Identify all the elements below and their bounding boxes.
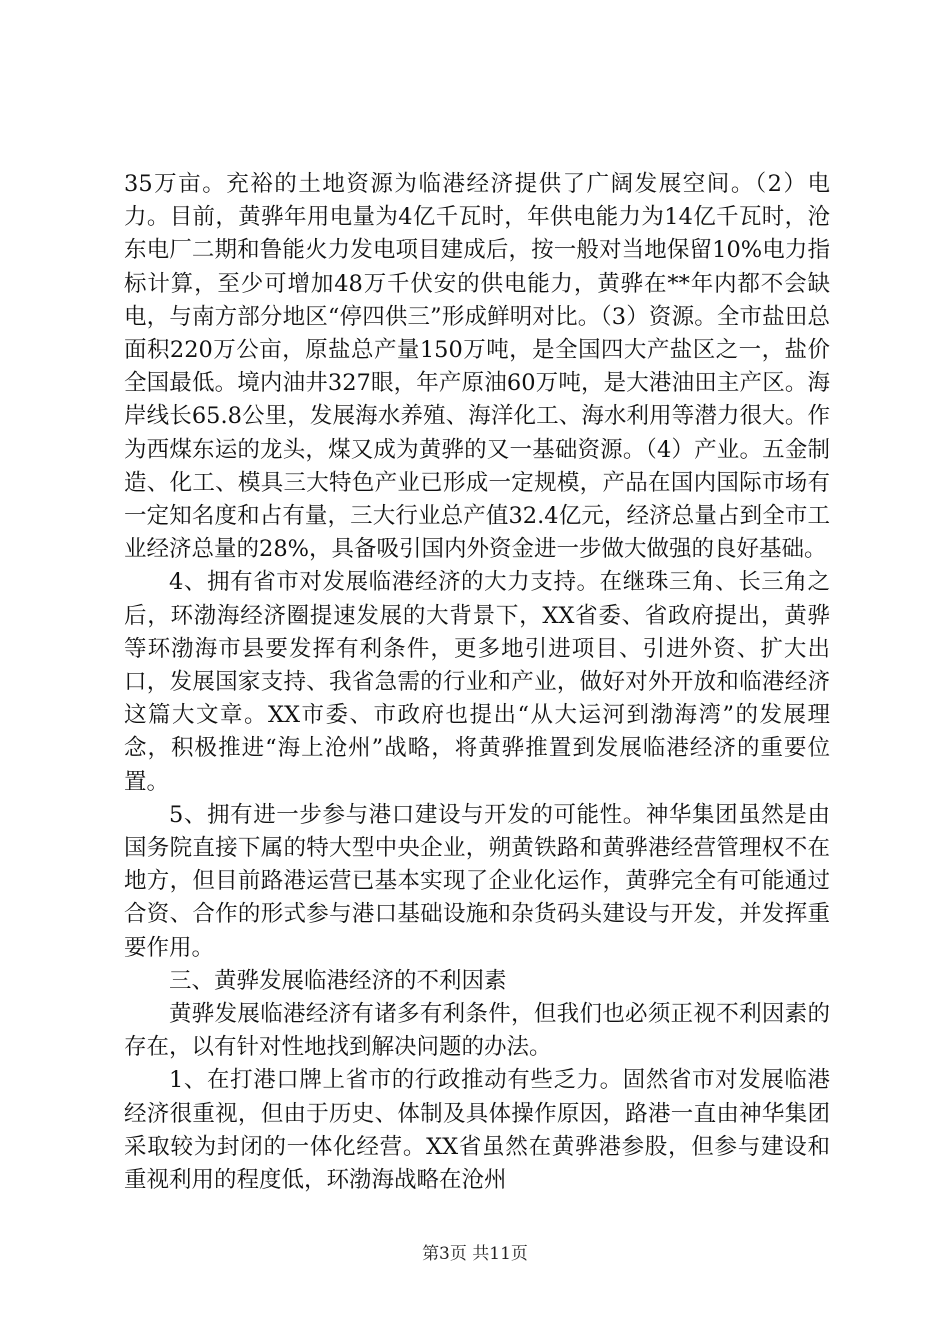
paragraph-intro-unfavorable: 黄骅发展临港经济有诸多有利条件，但我们也必须正视不利因素的存在，以有针对性地找到解决问题的办法。 [124, 1001, 830, 1061]
paragraph-administrative-push: 1、在打港口牌上省市的行政推动有些乏力。固然省市对发展临港经济很重视，但由于历史、体制及具体操作原因，路港一直由神华集团采取较为封闭的一体化经营。XX省虽然在黄骅港参股，但参与建设和重视利用的程度低，环渤海战略在沧州 [124, 1067, 830, 1194]
section-heading-unfavorable-factors: 三、黄骅发展临港经济的不利因素 [169, 967, 507, 994]
document-body [124, 168, 830, 1197]
page-number-footer: 第3页 共11页 [422, 1244, 528, 1264]
paragraph-port-participation: 5、拥有进一步参与港口建设与开发的可能性。神华集团虽然是由国务院直接下属的特大型中央企业，朔黄铁路和黄骅港经营管理权不在地方，但目前路港运营已基本实现了企业化运作，黄骅完全有可能通过合资、合作的形式参与港口基础设施和杂货码头建设与开发，并发挥重要作用。 [124, 801, 830, 961]
paragraph-resources: 35万亩。充裕的土地资源为临港经济提供了广阔发展空间。（2）电力。目前，黄骅年用电量为4亿千瓦时，年供电能力为14亿千瓦时，沧东电厂二期和鲁能火力发电项目建成后，按一般对当地保留10%电力指标计算，至少可增加48万千伏安的供电能力，黄骅在**年内都不会缺电，与南方部分地区“停四供三”形成鲜明对比。（3）资源。全市盐田总面积220万公亩，原盐总产量150万吨，是全国四大产盐区之一，盐价全国最低。境内油井327眼，年产原油60万吨，是大港油田主产区。海岸线长65.8公里，发展海水养殖、海洋化工、海水利用等潜力很大。作为西煤东运的龙头，煤又成为黄骅的又一基础资源。（4）产业。五金制造、化工、模具三大特色产业已形成一定规模，产品在国内国际市场有一定知名度和占有量，三大行业总产值32.4亿元，经济总量占到全市工业经济总量的28%，具备吸引国内外资金进一步做大做强的良好基础。 [124, 171, 830, 563]
paragraph-provincial-support: 4、拥有省市对发展临港经济的大力支持。在继珠三角、长三角之后，环渤海经济圈提速发展的大背景下，XX省委、省政府提出，黄骅等环渤海市县要发挥有利条件，更多地引进项目、引进外资、扩大出口，发展国家支持、我省急需的行业和产业，做好对外开放和临港经济这篇大文章。XX市委、市政府也提出“从大运河到渤海湾”的发展理念，积极推进“海上沧州”战略，将黄骅推置到发展临港经济的重要位置。 [124, 569, 830, 795]
